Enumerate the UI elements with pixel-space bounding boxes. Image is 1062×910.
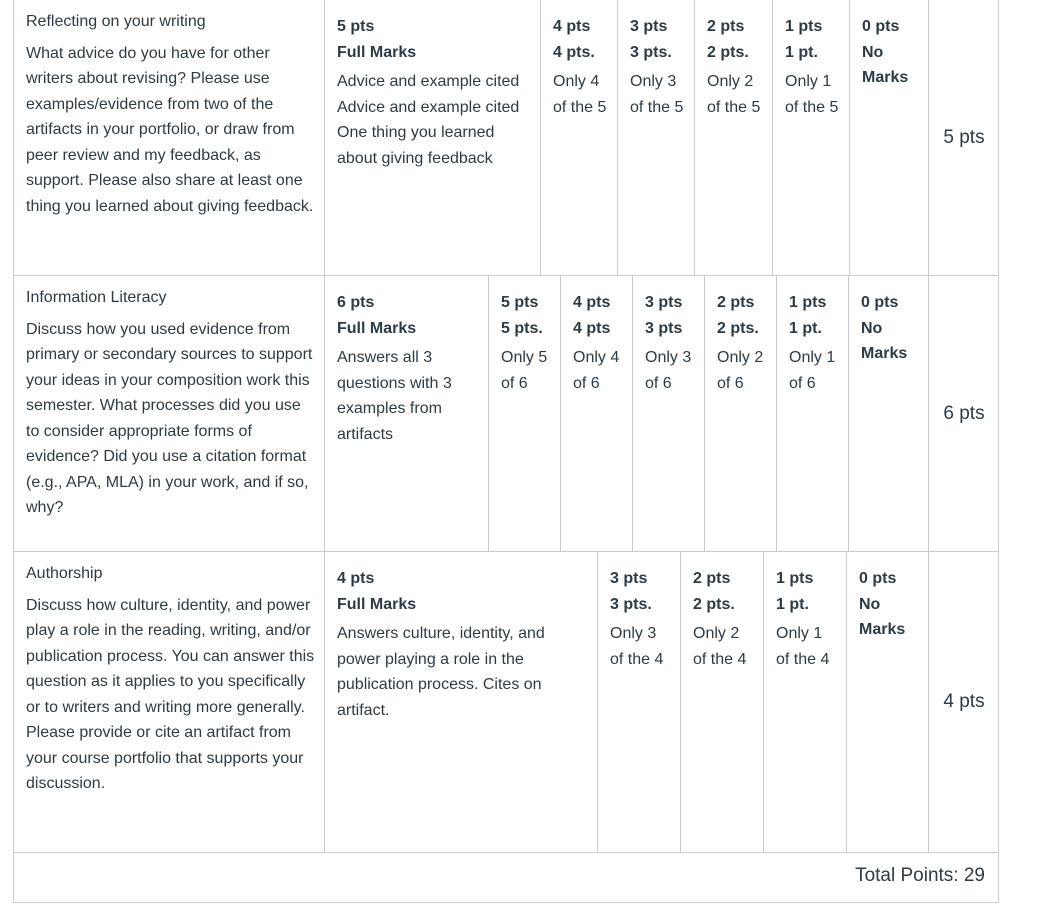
rating-points: 6 pts — [337, 294, 375, 311]
rating-cell — [633, 276, 705, 551]
criterion-points: 4 pts — [943, 691, 985, 712]
rating-cell — [681, 552, 764, 852]
rating-description: Only 2 of the 5 — [707, 73, 761, 116]
rating-points: 3 pts — [645, 294, 683, 311]
rubric-table — [13, 0, 999, 903]
rating-description: Only 1 of the 5 — [785, 73, 839, 116]
rating-title: Full Marks — [337, 319, 417, 337]
rating-cell — [598, 552, 681, 852]
rating-description: Only 1 of the 4 — [776, 625, 830, 668]
rating-title: 2 pts. — [717, 319, 759, 337]
rating-description: Answers all 3 questions with 3 examples from artifacts — [337, 349, 452, 443]
rating-title: No Marks — [862, 43, 909, 86]
rating-title: 1 pt. — [785, 43, 818, 61]
criterion-row-reflecting — [13, 0, 999, 276]
rating-description: Only 3 of 6 — [645, 349, 692, 392]
rating-cell — [773, 0, 850, 275]
rating-description: Answers culture, identity, and power playing a role in the publication process. Cites on artifact. — [337, 625, 545, 719]
rating-title: 2 pts. — [707, 43, 749, 61]
criterion-description: Discuss how you used evidence from primary or secondary sources to support your ideas in your composition work this semester. What processes did you use to consider appropriate forms of evidence? Did you use a citation format (e.g., APA, MLA) in your work, and if so, why? — [26, 320, 313, 516]
criterion-row-information-literacy — [13, 276, 999, 552]
rating-title: Full Marks — [337, 43, 417, 61]
criterion-cell — [14, 0, 325, 275]
rating-title: 3 pts — [645, 319, 683, 337]
rating-description: Only 5 of 6 — [501, 349, 548, 392]
rating-cell — [541, 0, 618, 275]
criterion-cell — [14, 552, 325, 852]
rating-title: 3 pts. — [630, 43, 672, 61]
ratings-cell — [325, 0, 929, 275]
rating-cell — [847, 552, 929, 852]
rating-description: Only 1 of 6 — [789, 349, 836, 392]
rating-points: 2 pts — [717, 294, 755, 311]
rating-points: 3 pts — [630, 18, 668, 35]
rating-cell — [764, 552, 847, 852]
rating-points: 0 pts — [862, 18, 900, 35]
rating-description: Only 2 of 6 — [717, 349, 764, 392]
rating-cell — [695, 0, 773, 275]
rating-description: Only 2 of the 4 — [693, 625, 747, 668]
ratings-cell — [325, 552, 929, 852]
rating-title: Full Marks — [337, 595, 417, 613]
rating-description: Only 4 of 6 — [573, 349, 620, 392]
criterion-points: 5 pts — [943, 126, 985, 148]
rating-title: 2 pts. — [693, 595, 735, 613]
rating-points: 4 pts — [337, 570, 375, 587]
rating-points: 0 pts — [859, 570, 897, 587]
rating-title: No Marks — [861, 319, 908, 362]
rating-description: Only 3 of the 4 — [610, 625, 664, 668]
rating-points: 1 pts — [785, 18, 823, 35]
ratings-cell — [325, 276, 929, 551]
rating-points: 2 pts — [693, 570, 731, 587]
criterion-title: Reflecting on your writing — [26, 13, 206, 30]
rating-title: 4 pts — [573, 319, 611, 337]
rating-cell — [618, 0, 695, 275]
rating-title: 1 pt. — [789, 319, 822, 337]
rating-points: 4 pts — [573, 294, 611, 311]
rating-points: 5 pts — [337, 18, 375, 35]
rating-description: Only 4 of the 5 — [553, 73, 607, 116]
rating-title: 3 pts. — [610, 595, 652, 613]
rating-cell — [325, 276, 489, 551]
criterion-cell — [14, 276, 325, 551]
rating-cell — [849, 276, 929, 551]
criterion-description: Discuss how culture, identity, and power play a role in the reading, writing, and/or publication process. You can answer this question as it applies to you specifically or to writers and writing more generally. Please provide or cite an artifact from your course portfolio that supports your discussion. — [26, 596, 315, 792]
rating-points: 3 pts — [610, 570, 648, 587]
rating-cell — [850, 0, 929, 275]
rating-cell — [325, 552, 598, 852]
rating-description: Advice and example cited Advice and example cited One thing you learned about giving feedback — [337, 73, 520, 167]
criterion-row-authorship — [13, 552, 999, 853]
rating-title: 5 pts. — [501, 319, 543, 337]
total-row — [13, 853, 999, 903]
rating-title: No Marks — [859, 595, 906, 638]
total-points: Total Points: 29 — [855, 865, 985, 886]
criterion-title: Information Literacy — [26, 289, 167, 306]
rating-cell — [489, 276, 561, 551]
rating-cell — [777, 276, 849, 551]
rating-points: 4 pts — [553, 18, 591, 35]
rating-cell — [325, 0, 541, 275]
rating-title: 1 pt. — [776, 595, 809, 613]
criterion-description: What advice do you have for other writers about revising? Please use examples/evidence from two of the artifacts in your portfolio, or draw from peer review and my feedback, as support. Please also share at least one thing you learned about giving feedback. — [26, 44, 314, 215]
criterion-points: 6 pts — [943, 402, 985, 424]
rating-cell — [705, 276, 777, 551]
rating-cell — [561, 276, 633, 551]
criterion-title: Authorship — [26, 565, 103, 582]
rating-points: 5 pts — [501, 294, 539, 311]
rating-points: 0 pts — [861, 294, 899, 311]
rating-points: 1 pts — [776, 570, 814, 587]
rating-description: Only 3 of the 5 — [630, 73, 684, 116]
rating-title: 4 pts. — [553, 43, 595, 61]
rating-points: 1 pts — [789, 294, 827, 311]
rating-points: 2 pts — [707, 18, 745, 35]
